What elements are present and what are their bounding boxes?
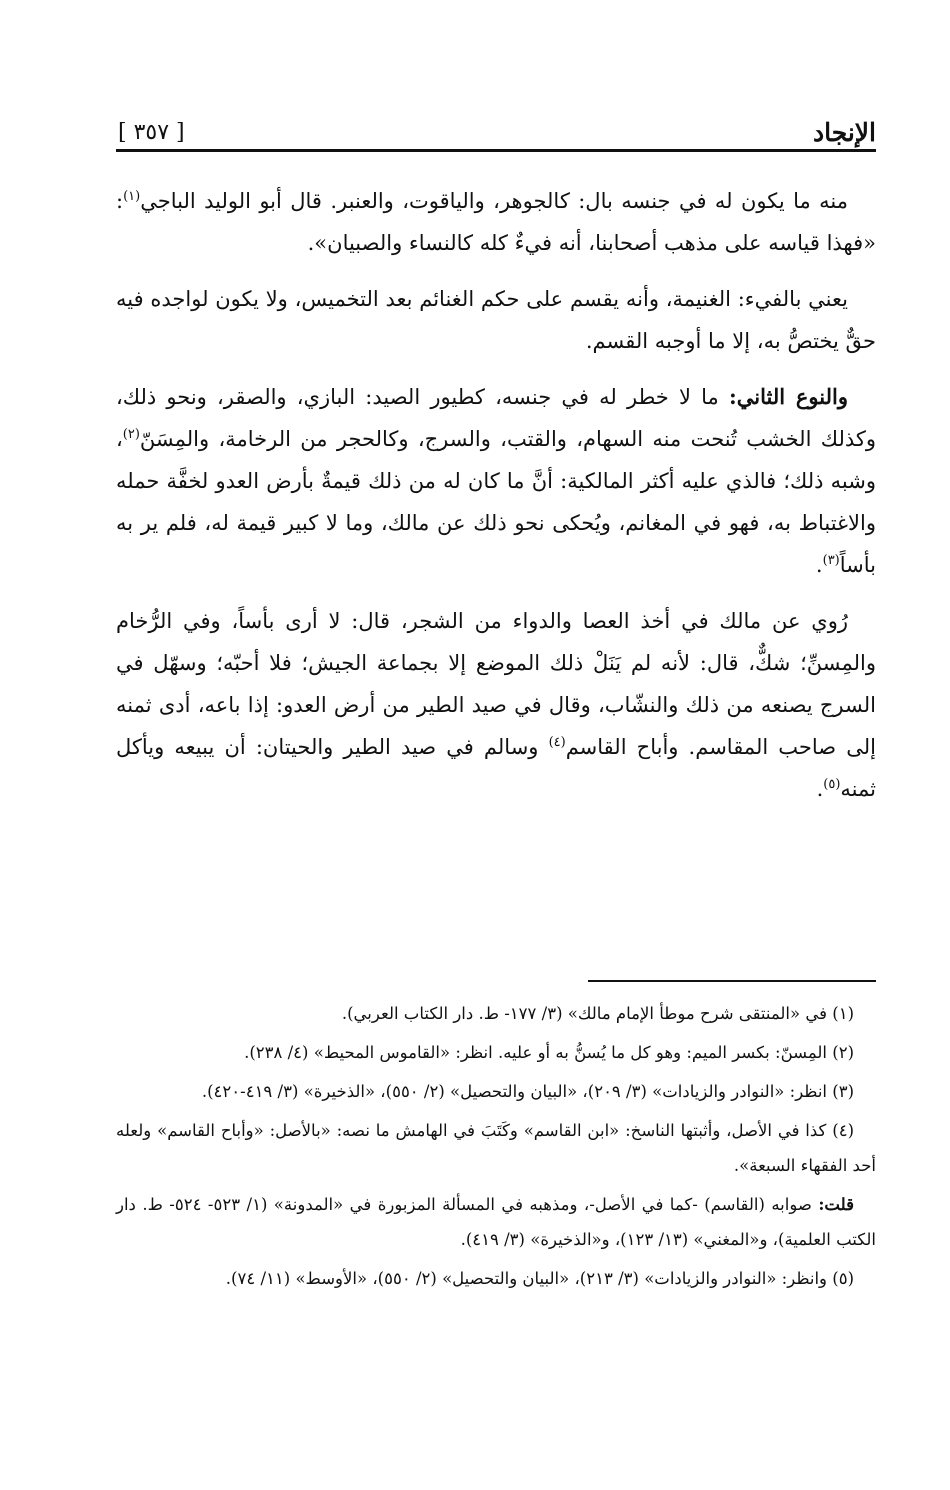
header-divider (116, 149, 876, 152)
page-header (118, 104, 876, 148)
footnote-ref-1: (١) (123, 189, 141, 204)
footnote-2: (٢) المِسنّ: بكسر الميم: وهو كل ما يُسنُّ به أو عليه. انظر: «القاموس المحيط» (٤/ ٢٣٨). (244, 1043, 854, 1062)
paragraph-3-text-c: . (815, 553, 823, 577)
paragraph-3-text-a: ما لا خطر له في جنسه، كطيور الصيد: البازي، والصقر، ونحو ذلك، وكذلك الخشب تُنحت منه السهام، والقتب، والسرج، وكالحجر من الرخامة، والمِسَنّ (116, 385, 876, 451)
footnote-4-comment (116, 1187, 876, 1257)
paragraph-1 (116, 180, 876, 264)
running-title: الإنجاد (812, 118, 876, 147)
footnote-ref-5: (٥) (823, 777, 841, 792)
paragraph-4-text-c: . (816, 777, 824, 801)
footnote-divider (588, 980, 876, 982)
footnote-4-comment-text: صوابه (القاسم) -كما في الأصل-، ومذهبه في المسألة المزبورة في «المدونة» (١/ ٥٢٣- ٥٢٤- ط. دار الكتب العلمية)، و«المغني» (١٣/ ١٢٣)، و«الذخيرة» (٣/ ٤١٩). (116, 1195, 876, 1249)
paragraph-4-text-a: رُوي عن مالك في أخذ العصا والدواء من الشجر، قال: لا أرى بأساً، وفي الرُّخام والمِسنِّ؛ شكٌّ، قال: لأنه لم يَنَلْ ذلك الموضع إلا بجماعة الجيش؛ فلا أحبّه؛ وسهّل في السرج يصنعه من ذلك والنشّاب، وقال في صيد الطير من أرض العدو: إذا باعه، أدى ثمنه إلى صاحب المقاسم. وأباح القاسم (116, 609, 877, 759)
footnote-ref-4: (٤) (548, 735, 566, 750)
footnote-4-comment-lead: قلت: (818, 1195, 854, 1214)
page-number: [ ٣٥٧ ] (118, 120, 185, 145)
footnote-ref-2: (٢) (122, 427, 140, 442)
paragraph-1-text-b: : «فهذا قياسه على مذهب أصحابنا، أنه فيءٌ كله كالنساء والصبيان». (116, 189, 876, 255)
main-text (116, 180, 876, 824)
footnote-3: (٣) انظر: «النوادر والزيادات» (٣/ ٢٠٩)، «البيان والتحصيل» (٢/ ٥٥٠)، «الذخيرة» (٣/ ٤١٩-٤٢٠). (201, 1082, 854, 1101)
paragraph-1-text-a: منه ما يكون له في جنسه بال: كالجوهر، والياقوت، والعنبر. قال أبو الوليد الباجي (140, 189, 848, 213)
footnotes (116, 996, 876, 1300)
paragraph-2: يعني بالفيء: الغنيمة، وأنه يقسم على حكم الغنائم بعد التخميس، ولا يكون لواجده فيه حقٌّ يختصُّ به، إلا ما أوجبه القسم. (116, 287, 876, 353)
paragraph-3-text-b: ، وشبه ذلك؛ فالذي عليه أكثر المالكية: أنَّ ما كان له من ذلك قيمةٌ بأرض العدو لخفَّة حمله والاغتباط به، فهو في المغانم، ويُحكى نحو ذلك عن مالك، وما لا كبير قيمة له، فلم ير به بأساً (116, 427, 876, 577)
footnote-1: (١) في «المنتقى شرح موطأ الإمام مالك» (٣/ ١٧٧- ط. دار الكتاب العربي). (341, 1004, 854, 1023)
footnote-ref-3: (٣) (822, 553, 840, 568)
paragraph-4 (116, 600, 876, 810)
section-heading-inline: والنوع الثاني: (728, 384, 848, 409)
footnote-5: (٥) وانظر: «النوادر والزيادات» (٣/ ٢١٣)، «البيان والتحصيل» (٢/ ٥٥٠)، «الأوسط» (١١/ ٧٤). (225, 1269, 854, 1288)
paragraph-4-text-b: وسالم في صيد الطير والحيتان: أن يبيعه ويأكل ثمنه (116, 735, 876, 801)
footnote-4: (٤) كذا في الأصل، وأثبتها الناسخ: «ابن القاسم» وكَتَبَ في الهامش ما نصه: «بالأصل: «وأباح القاسم» ولعله أحد الفقهاء السبعة». (116, 1121, 876, 1175)
paragraph-3 (116, 376, 876, 586)
